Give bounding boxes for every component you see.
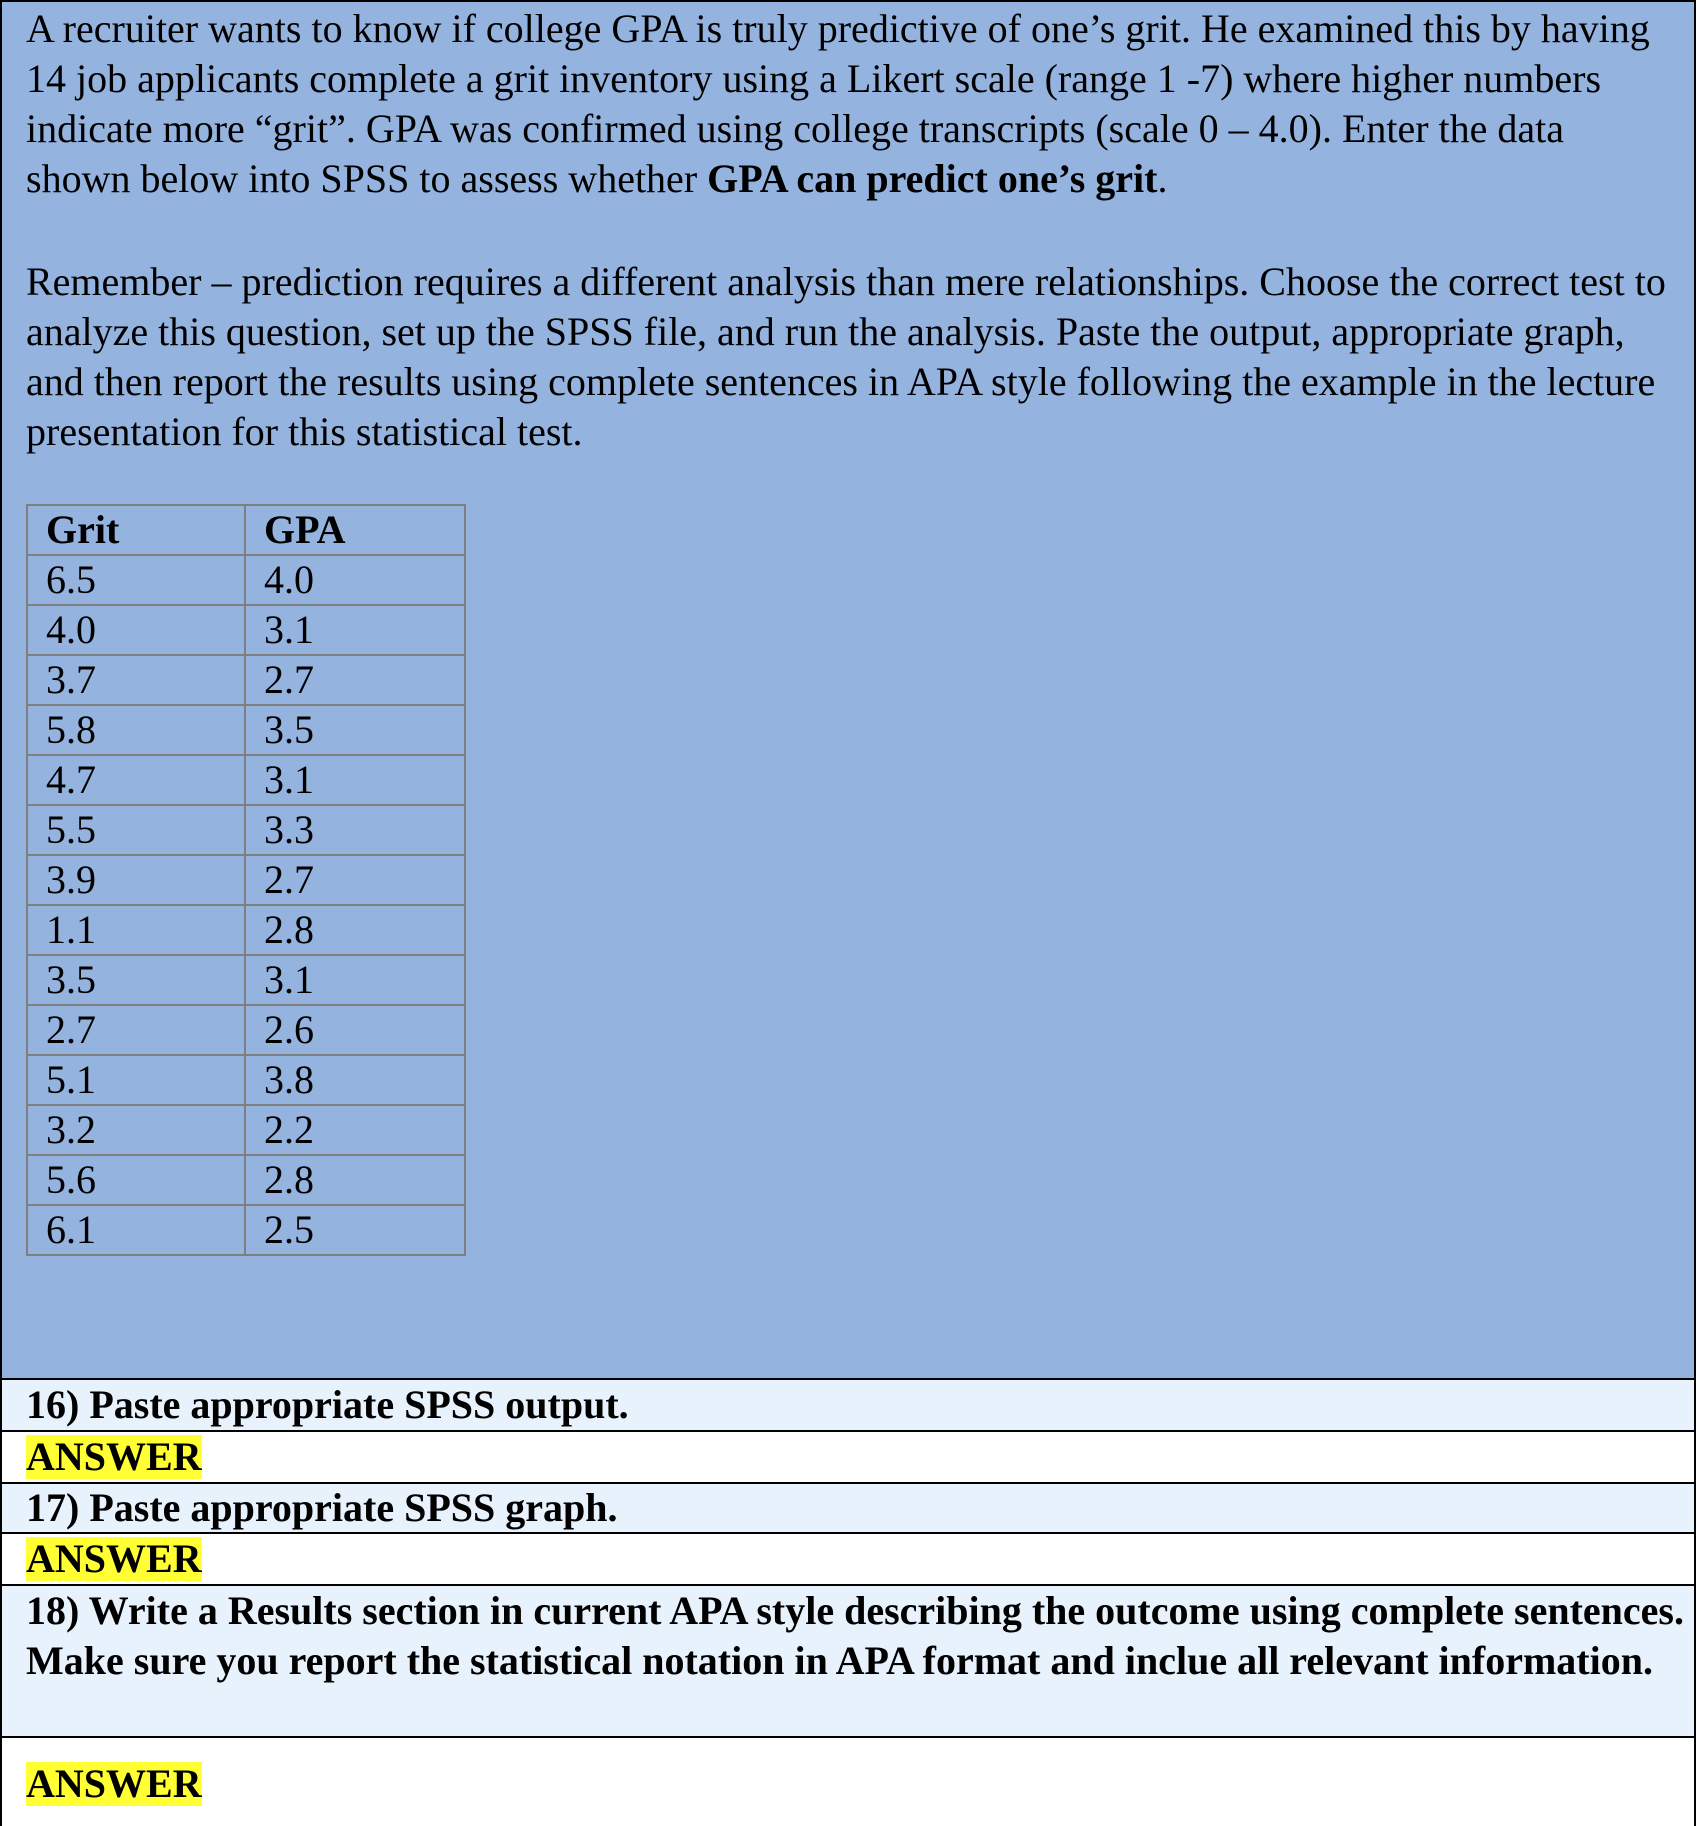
gpa-cell: 2.6 bbox=[245, 1005, 465, 1055]
grit-cell: 6.1 bbox=[27, 1205, 245, 1255]
grit-cell: 5.6 bbox=[27, 1155, 245, 1205]
table-body bbox=[27, 555, 465, 1255]
answer-17-row[interactable] bbox=[2, 1532, 1694, 1584]
table-row bbox=[27, 855, 465, 905]
table-row bbox=[27, 1105, 465, 1155]
table-row bbox=[27, 1005, 465, 1055]
data-table bbox=[26, 504, 466, 1256]
grit-cell: 5.1 bbox=[27, 1055, 245, 1105]
question-16: 16) Paste appropriate SPSS output. bbox=[2, 1378, 1694, 1432]
prompt-p1-text: A recruiter wants to know if college GPA is truly predictive of one’s grit. He examined this by having 14 job applicants complete a grit inventory using a Likert scale (range 1 -7) where higher numbers indicate more “grit”. GPA was confirmed using college transcripts (scale 0 – 4.0). Enter the data shown below into SPSS to assess whether bbox=[26, 6, 1650, 201]
header-gpa: GPA bbox=[245, 505, 465, 555]
answer-17-label: ANSWER bbox=[26, 1536, 202, 1581]
gpa-cell: 2.8 bbox=[245, 905, 465, 955]
grit-cell: 4.7 bbox=[27, 755, 245, 805]
table-row bbox=[27, 655, 465, 705]
table-row bbox=[27, 1055, 465, 1105]
grit-cell: 3.2 bbox=[27, 1105, 245, 1155]
table-row bbox=[27, 905, 465, 955]
grit-cell: 1.1 bbox=[27, 905, 245, 955]
header-grit: Grit bbox=[27, 505, 245, 555]
gpa-cell: 3.3 bbox=[245, 805, 465, 855]
answer-18-label: ANSWER bbox=[26, 1761, 202, 1806]
table-row bbox=[27, 755, 465, 805]
gpa-cell: 2.7 bbox=[245, 655, 465, 705]
answer-16-label: ANSWER bbox=[26, 1434, 202, 1479]
gpa-cell: 3.1 bbox=[245, 605, 465, 655]
prompt-box bbox=[2, 0, 1694, 1378]
table-header-row bbox=[27, 505, 465, 555]
table-row bbox=[27, 955, 465, 1005]
gpa-cell: 3.1 bbox=[245, 955, 465, 1005]
gpa-cell: 2.8 bbox=[245, 1155, 465, 1205]
prompt-paragraph-2: Remember – prediction requires a different analysis than mere relationships. Choose the correct test to analyze this question, set up the SPSS file, and run the analysis. Paste the output, appropriate graph, and then report the results using complete sentences in APA style following the example in the lecture presentation for this statistical test. bbox=[26, 259, 1666, 454]
grit-cell: 5.8 bbox=[27, 705, 245, 755]
grit-cell: 3.7 bbox=[27, 655, 245, 705]
grit-cell: 2.7 bbox=[27, 1005, 245, 1055]
grit-cell: 3.9 bbox=[27, 855, 245, 905]
prompt-paragraph-1 bbox=[26, 4, 1676, 204]
answer-16-row[interactable] bbox=[2, 1430, 1694, 1482]
gpa-cell: 2.7 bbox=[245, 855, 465, 905]
table-row bbox=[27, 1205, 465, 1255]
prompt-p1-bold: GPA can predict one’s grit bbox=[707, 156, 1158, 201]
table-row bbox=[27, 805, 465, 855]
grit-cell: 5.5 bbox=[27, 805, 245, 855]
table-row bbox=[27, 1155, 465, 1205]
gpa-cell: 3.1 bbox=[245, 755, 465, 805]
gpa-cell: 4.0 bbox=[245, 555, 465, 605]
table-row bbox=[27, 605, 465, 655]
gpa-cell: 3.8 bbox=[245, 1055, 465, 1105]
table-row bbox=[27, 555, 465, 605]
gpa-cell: 2.2 bbox=[245, 1105, 465, 1155]
grit-cell: 6.5 bbox=[27, 555, 245, 605]
answer-18-row[interactable] bbox=[2, 1736, 1694, 1826]
table-row bbox=[27, 705, 465, 755]
gpa-cell: 3.5 bbox=[245, 705, 465, 755]
gpa-cell: 2.5 bbox=[245, 1205, 465, 1255]
prompt-p1-end: . bbox=[1157, 156, 1168, 201]
question-18: 18) Write a Results section in current APA style describing the outcome using complete sentences. Make sure you report the statistical notation in APA format and inclue all relevant information. bbox=[2, 1584, 1694, 1738]
question-17: 17) Paste appropriate SPSS graph. bbox=[2, 1482, 1694, 1532]
grit-cell: 3.5 bbox=[27, 955, 245, 1005]
grit-cell: 4.0 bbox=[27, 605, 245, 655]
